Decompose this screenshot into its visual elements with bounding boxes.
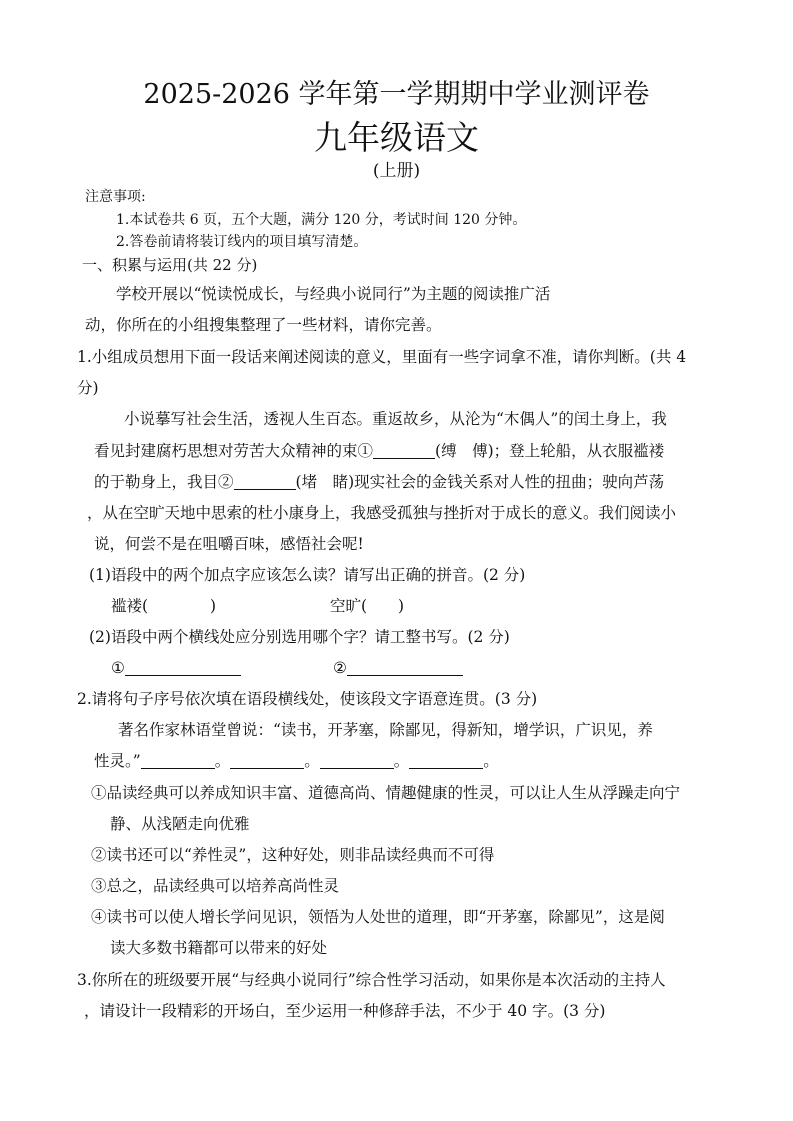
q1-passage-line-1: 小说摹写社会生活，透视人生百态。重返故乡，从沦为“木偶人”的闰土身上，我: [124, 410, 667, 428]
write-char-1-label: ①: [111, 659, 125, 677]
q1-passage-line-3: [94, 471, 664, 493]
q1-passage-text: (堵 睹)现实社会的金钱关系对人性的扭曲；驶向芦荡: [295, 473, 665, 491]
q1-passage-line-4: ，从在空旷天地中思索的杜小康身上，我感受孤独与挫折对于成长的意义。我们阅读小: [87, 504, 677, 522]
q2-option-4-line-1: ④读书可以使人增长学问见识，领悟为人处世的道理，即“开茅塞，除鄙见”，这是阅: [91, 908, 665, 926]
q2-option-2: ②读书还可以“养性灵”，这种好处，则非品读经典而不可得: [91, 846, 495, 864]
exam-title: 2025-2026 学年第一学期期中学业测评卷: [143, 79, 650, 110]
q2-option-4-line-2: 读大多数书籍都可以带来的好处: [110, 939, 328, 957]
write-char-2-line[interactable]: [347, 659, 463, 676]
write-char-1-line[interactable]: [125, 659, 241, 676]
section-heading: 一、积累与运用(共 22 分): [82, 256, 258, 274]
q1-passage-text: 看见封建腐朽思想对劳苦大众精神的束①: [94, 442, 374, 460]
q2-passage-line-1: 著名作家林语堂曾说：“读书，开茅塞，除鄙见，得新知，增学识，广识见，养: [118, 721, 653, 739]
pinyin-blank-2[interactable]: 空旷( ): [330, 597, 405, 615]
q1-subquestion-1: (1)语段中的两个加点字应该怎么读？请写出正确的拼音。(2 分): [89, 566, 526, 584]
q3-stem-line-2: ，请设计一段精彩的开场白，至少运用一种修辞手法，不少于 40 字。(3 分): [84, 1002, 606, 1020]
period: 。: [304, 752, 320, 770]
period: 。: [214, 752, 231, 770]
write-char-1: [111, 657, 241, 679]
q1-stem-line-1: 1.小组成员想用下面一段话来阐述阅读的意义，里面有一些字词拿不准，请你判断。(共 4: [77, 348, 687, 366]
q2-stem: 2.请将句子序号依次填在语段横线处，使该段文字语意连贯。(3 分): [77, 690, 538, 708]
answer-blank-2[interactable]: [234, 473, 296, 490]
order-blank-4[interactable]: [409, 752, 483, 769]
volume-label: (上册): [372, 161, 421, 181]
section-intro-line-2: 动，你所在的小组搜集整理了一些材料，请你完善。: [85, 316, 442, 334]
answer-blank-1[interactable]: [373, 442, 435, 459]
write-char-2-label: ②: [333, 659, 347, 677]
write-char-2: [333, 657, 463, 679]
notes-label: 注意事项:: [85, 189, 146, 205]
q2-passage-text: 性灵。”: [94, 752, 141, 770]
q2-option-3: ③总之，品读经典可以培养高尚性灵: [91, 877, 340, 895]
order-blank-2[interactable]: [230, 752, 304, 769]
q3-stem-line-1: 3.你所在的班级要开展“与经典小说同行”综合性学习活动，如果你是本次活动的主持人: [77, 971, 666, 989]
notes-item-1: 1.本试卷共 6 页，五个大题，满分 120 分，考试时间 120 分钟。: [116, 212, 527, 228]
q1-stem-line-2: 分): [77, 379, 99, 397]
q1-passage-line-2: [94, 440, 664, 462]
q1-passage-text: (缚 傅)；登上轮船，从衣服褴褛: [435, 442, 665, 460]
pinyin-blank-1[interactable]: 褴褛( ): [111, 597, 217, 615]
order-blank-3[interactable]: [320, 752, 394, 769]
period: 。: [483, 752, 499, 770]
q2-option-1-line-2: 静、从浅陋走向优雅: [110, 815, 250, 833]
notes-item-2: 2.答卷前请将装订线内的项目填写清楚。: [116, 234, 368, 250]
q1-passage-text: 的于勒身上，我目②: [94, 473, 234, 491]
q1-passage-line-5: 说，何尝不是在咀嚼百味，感悟社会呢!: [94, 535, 364, 553]
q1-subquestion-2: (2)语段中两个横线处应分别选用哪个字？请工整书写。(2 分): [89, 628, 510, 646]
order-blank-1[interactable]: [141, 752, 215, 769]
subject-title: 九年级语文: [314, 118, 479, 157]
section-intro-line-1: 学校开展以“悦读悦成长，与经典小说同行”为主题的阅读推广活: [116, 285, 551, 303]
q2-option-1-line-1: ①品读经典可以养成知识丰富、道德高尚、情趣健康的性灵，可以让人生从浮躁走向宁: [91, 784, 681, 802]
q2-passage-line-2: [94, 750, 499, 772]
period: 。: [393, 752, 410, 770]
